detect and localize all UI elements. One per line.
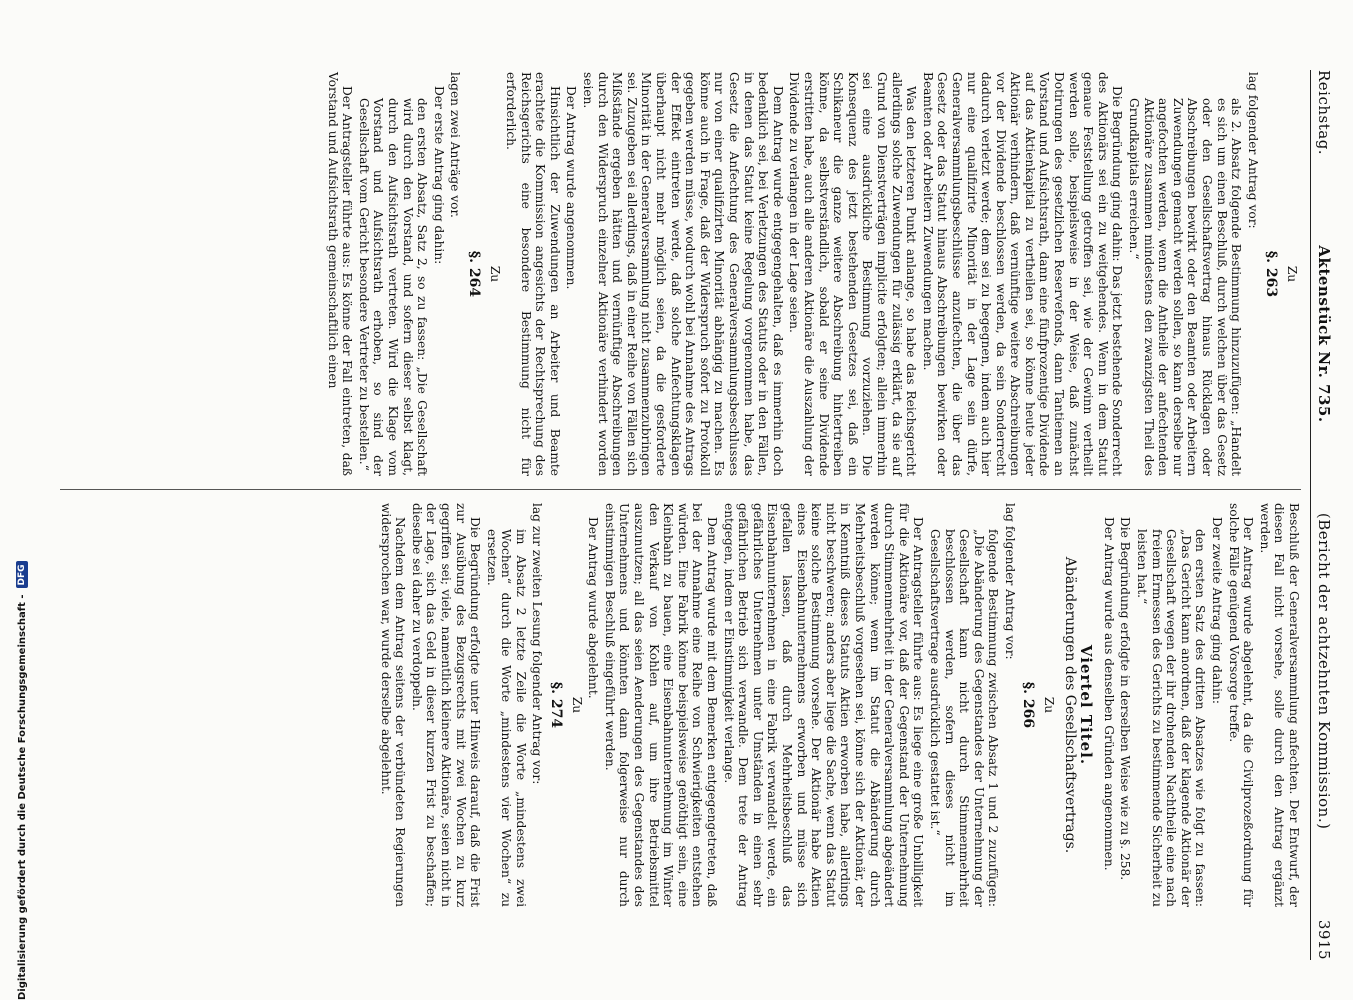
- page-header: [1310, 70, 1337, 960]
- header-reichstag: Reichstag.: [1315, 70, 1333, 156]
- paragraph: Dem Antrag wurde entgegengehalten, daß es immerhin doch bedenklich sei, bei Verletzungen des Statuts oder in den Fällen, in denen das Statut keine Regelung vorgenommen habe, das Gesetz die Anfechtung des Generalversammlungsbeschlusses nur von einer qualifizirten Minorität abhängig zu machen. Es könne auch in Frage, daß der Widerspruch sofort zu Protokoll gegeben werden müsse, wodurch wohl bei Annahme des Antrags der Effekt eintreten werde, daß solche Anfechtungsklagen überhaupt nicht mehr möglich seien, da die gesforderte Minorität in der Generalversammlung nicht zusammenzubringen sei. Zuzugeben sei allerdings, daß in einer Reihe von Fällen sich Mißstände ergeben hätten und vernünftige Abschreibungen durch den Widerspruch einzelner Aktionäre verhindert worden seien.: [581, 72, 785, 476]
- dfg-logo: DFG: [16, 561, 28, 588]
- quoted-motion: im Absatz 2 letzte Zeile die Worte „mindestens zwei Wochen“ durch die Worte „mindestens vier Wochen“ zu ersetzen.: [484, 529, 528, 907]
- paragraph: Der Antrag wurde abgelehnt, da die Civilprozeßordnung für solche Fälle genügend Vorsorge treffe.: [1226, 503, 1256, 907]
- section-heading: §. 266: [1020, 681, 1037, 729]
- section-heading: §. 264: [465, 250, 482, 298]
- subtitle-heading: Abänderungen des Gesellschaftsvertrags.: [1061, 556, 1078, 854]
- section-heading: §. 263: [1263, 250, 1280, 298]
- paragraph: Beschluß der Generalversammlung anfechten. Der Entwurf, der diesen Fall nicht vorsehe, solle durch den Antrag ergänzt werden.: [1257, 503, 1301, 907]
- paragraph: Dem Antrag wurde mit dem Bemerken entgegengetreten, daß bei der Annahme eine Reihe von Schwierigkeiten entstehen würden. Eine Fabrik könne beispielsweise genöthigt sein, eine Kleinbahn zu bauen, eine Eisenbahnunternehmung im Winter den Verkauf von Kohlen auf, um ihre Betriebsmittel auszunutzen; all das seien Aenderungen des Gegenstandes des Unternehmens und könnten dann folgerweise nur durch einstimmigen Beschluß eingeführt werden.: [602, 503, 720, 907]
- quoted-motion: den ersten Satz des dritten Absatzes wie folgt zu fassen: „Das Gericht kann anordnen, daß der klagende Aktionär der Gesellschaft wegen der ihr drohenden Nachtheile eine nach freiem Ermessen des Gerichts zu bestimmende Sicherheit zu leisten hat.“: [1135, 529, 1208, 907]
- paragraph: Hinsichtlich der Zuwendungen an Arbeiter und Beamte erachtete die Kommission angesichts der Rechtsprechung des Reichsgerichts eine besondere Bestimmung nicht für erforderlich.: [504, 72, 562, 476]
- paragraph: lag folgender Antrag vor:: [1002, 503, 1017, 660]
- paragraph: Der Antragsteller führte aus: Es könne der Fall eintreten, daß Vorstand und Aufsichtsrath gemeinschaftlich einen: [325, 72, 355, 476]
- column-divider: [60, 489, 1301, 490]
- section-prefix: Zu: [487, 265, 502, 283]
- header-aktenstueck: Aktenstück Nr. 735.: [1315, 245, 1333, 423]
- page-number: 3915: [1315, 919, 1333, 960]
- section-prefix: Zu: [1285, 265, 1299, 283]
- quoted-motion: den ersten Absatz, Satz 2, so zu fassen: „Die Gesellschaft wird durch den Vorstand, und sofern dieser selbst klagt, durch den Aufsichtsrath vertreten. Wird die Klage vom Vorstand und Aufsichtsrath erhoben, so sind der Gesellschaft vom Gericht besondere Vertreter zu bestellen.“: [356, 98, 430, 476]
- paragraph: Der Antrag wurde angenommen.: [564, 86, 579, 290]
- section-heading: §. 274: [548, 681, 565, 729]
- paragraph: Die Begründung erfolgte unter Hinweis darauf, daß die Frist zur Ausübung des Bezugsrechts mit zwei Wochen zu kurz gegriffen sei; viele, namentlich kleinere Aktionäre, seien nicht in der Lage, sich das Geld in dieser kurzen Frist zu beschaffen; dieselbe sei daher zu verdoppeln.: [409, 503, 483, 907]
- left-column: [323, 72, 1301, 476]
- paragraph: Die Begründung ging dahin: Das jetzt bestehende Sonderrecht des Aktionärs sei ein zu weitgehendes. Wenn in dem Statut genaue Feststellung getroffen sei, wie der Gewinn vertheilt werden solle, beispielsweise in der Weise, daß zunächst Dotirungen des gesetzlichen Reservefonds, dann Tantiemen an Vorstand und Aufsichtsrath, dann eine fünfprozentige Dividende auf das Aktienkapital zu vertheilen sei, so könne heute jeder Aktionär verhindern, daß vernünftige weitere Abschreibungen vor der Dividende beschlossen werden, da sein Sonderrecht dadurch verletzt werde; dem sei zu begegnen, indem auch hier nur eine qualifizirte Minorität in der Lage sein dürfe, Generalversammlungsbeschlüsse anzufechten, die über das Gesetz oder das Statut hinaus Abschreibungen bewirken oder Beamten oder Arbeitern Zuwendungen machen.: [920, 72, 1125, 476]
- header-report-title: (Bericht der achtzehnten Kommission.): [1315, 512, 1333, 830]
- paragraph: lagen zwei Anträge vor.: [448, 72, 463, 218]
- section-prefix: Zu: [569, 696, 584, 714]
- right-column: [376, 503, 1301, 907]
- paragraph: lag zur zweiten Lesung folgender Antrag vor:: [530, 503, 545, 785]
- footer-text: Digitalisierung gefördert durch die Deutsche Forschungsgemeinschaft -: [16, 594, 28, 1000]
- section-prefix: Zu: [1042, 696, 1057, 714]
- quoted-motion: folgende Bestimmung zwischen Absatz 1 und 2 zuzufügen: „Die Abänderung des Gegenstandes der Unternehmung der Gesellschaft kann nicht durch Stimmenmehrheit beschlossen werden, sofern dieses nicht im Gesellschaftsvertrage ausdrücklich gestattet ist.“: [927, 529, 1001, 907]
- paragraph: Der zweite Antrag ging dahin:: [1210, 517, 1225, 704]
- paragraph: Der Antrag wurde aus denselben Gründen angenommen.: [1101, 517, 1116, 871]
- paragraph: Der erste Antrag ging dahin:: [431, 86, 446, 265]
- paragraph: Nachdem dem Antrag seitens der verbündeten Regierungen widersprochen war, wurde derselbe abgelehnt.: [378, 503, 408, 907]
- title-heading: Viertel Titel.: [1077, 644, 1096, 766]
- paragraph: Der Antrag wurde abgelehnt.: [586, 517, 601, 699]
- quoted-motion: als 2. Absatz folgende Bestimmung hinzuzufügen: „Handelt es sich um einen Beschluß, durch welchen über das Gesetz oder den Gesellschaftsvertrag hinaus Rücklagen oder Abschreibungen bewirkt oder den Beamten oder Arbeitern Zuwendungen gemacht werden sollen, so kann derselbe nur angefochten werden, wenn die Antheile der anfechtenden Aktionäre zusammen mindestens den zwanzigsten Theil des Grundkapitals erreichen.“: [1127, 98, 1244, 476]
- paragraph: Der Antragsteller führte aus: Es liege eine große Unbilligkeit für die Aktionäre vor, daß der Gegenstand der Unternehmung durch Stimmenmehrheit in der Generalversammlung abgeändert werden könne; wenn im Statut die Abänderung durch Mehrheitsbeschluß vorgesehen sei, könne sich der Aktionär, der in Kenntniß dieses Statuts Aktien erworben habe, allerdings nicht beschweren; anders aber liege die Sache, wenn das Statut keine solche Bestimmung vorsehe. Der Aktionär habe Aktien eines Eisenbahnunternehmens erworben und müsse sich gefallen lassen, daß durch Mehrheitsbeschluß das Eisenbahnunternehmen in eine Fabrik verwandelt werde, ein gefährliches Unternehmen unter Umständen in einen sehr gefährlichen Betrieb sich verwandle. Dem trete der Antrag entgegen, indem er Einstimmigkeit verlange.: [721, 503, 926, 907]
- paragraph: lag folgender Antrag vor:: [1245, 72, 1260, 229]
- paragraph: Die Begründung erfolgte in derselben Weise wie zu §. 258.: [1118, 517, 1133, 881]
- paragraph: Was den letzteren Punkt anlange, so habe das Reichsgericht allerdings solche Zuwendungen für zulässig erklärt, da sie auf Grund von Dienstverträgen implicite erfolgten; allein immerhin sei eine ausdrückliche Bestimmung vorzuziehen. Die Konsequenz des jetzt bestehenden Gesetzes sei, daß ein Schikaneur die ganze weitere Abschreibung hintertreiben könne, da selbstverständlich, sobald er seine Dividende erstritten habe, auch alle anderen Aktionäre die Auszahlung der Dividende zu verlangen in der Lage seien.: [787, 72, 919, 476]
- digitization-footer: [12, 0, 32, 1000]
